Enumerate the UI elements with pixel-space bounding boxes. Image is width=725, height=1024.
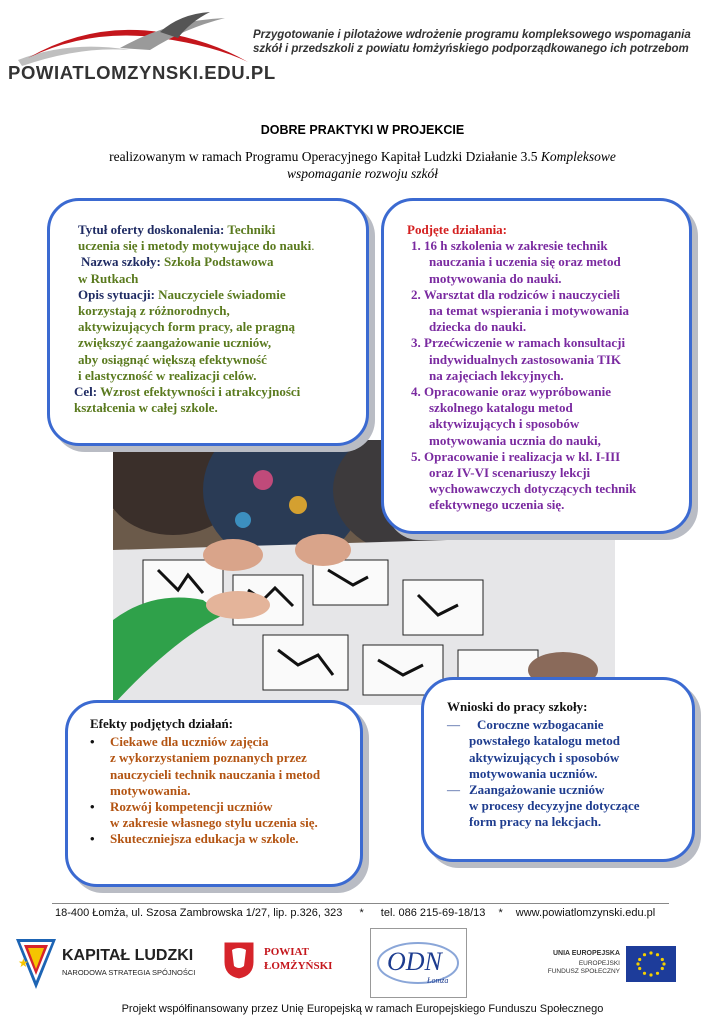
subtitle-text: realizowanym w ramach Programu Operacyjnego Kapitał Ludzki Działanie 3.5	[109, 149, 541, 164]
actions-heading: Podjęte działania:	[407, 222, 508, 237]
text-line: Zaangażowanie uczniów	[469, 782, 605, 798]
text-line: kształcenia w całej szkole.	[74, 400, 218, 416]
text-line: w procesy decyzyjne dotyczące	[469, 798, 640, 814]
effects-text	[88, 716, 358, 848]
bullet-icon: •	[90, 799, 95, 815]
kl-subtitle: NARODOWA STRATEGIA SPÓJNOŚCI	[62, 968, 196, 977]
conclusion-item	[447, 717, 687, 782]
effect-item	[88, 799, 358, 831]
conclusions-text	[447, 699, 687, 831]
effect-item	[88, 831, 358, 847]
text-line: szkolnego katalogu metod	[429, 400, 573, 416]
text-line: i elastyczność w realizacji celów.	[78, 367, 257, 383]
kl-title: KAPITAŁ LUDZKI	[62, 947, 194, 964]
text-line: motywowania ucznia do nauki,	[429, 432, 601, 448]
text-line: w zakresie własnego stylu uczenia się.	[110, 815, 318, 831]
coat-of-arms-icon	[222, 940, 256, 980]
text-line: Rozwój kompetencji uczniów	[110, 799, 273, 815]
conclusion-item	[447, 782, 687, 831]
actions-text	[407, 222, 677, 514]
svg-text:★: ★	[18, 956, 29, 970]
odn-text: ODN	[387, 947, 442, 976]
text-line: motywowania do nauki.	[429, 270, 562, 286]
conclusions-heading: Wnioski do pracy szkoły:	[447, 699, 588, 714]
powiat-line2: ŁOMŻYŃSKI	[264, 960, 333, 972]
text-line: Cel: Wzrost efektywności i atrakcyjności	[74, 384, 301, 400]
eu-line2: EUROPEJSKI	[578, 960, 620, 967]
footer-phone: tel. 086 215-69-18/13	[380, 907, 486, 919]
kapital-ludzki-logo	[12, 937, 212, 992]
text-line: form pracy na lekcjach.	[469, 814, 602, 830]
text-line: motywowania uczniów.	[469, 765, 598, 781]
text-line: aktywizujących i sposobów	[469, 749, 620, 765]
kapital-ludzki-icon	[12, 937, 60, 992]
document-title: DOBRE PRAKTYKI W PROJEKCIE	[260, 123, 465, 137]
text-line: oraz IV-VI scenariuszy lekcji	[429, 465, 591, 481]
odn-logo	[370, 928, 467, 998]
odn-subtitle: Łomża	[427, 976, 449, 985]
text-line: indywidualnych zastosowania TIK	[429, 351, 621, 367]
text-line: uczenia się i metody motywujące do nauki.	[78, 238, 315, 254]
document-subtitle	[60, 148, 665, 182]
offer-info-text	[74, 222, 315, 416]
effects-heading: Efekty podjętych działań:	[90, 716, 233, 731]
text-line: Opis sytuacji: Nauczyciele świadomie	[78, 286, 286, 302]
text-line: aktywizujących form pracy, ale pragną	[78, 319, 296, 335]
actions-box	[381, 198, 692, 534]
text-line: 1. 16 h szkolenia w zakresie technik	[411, 238, 608, 254]
powiat-line1: POWIAT	[264, 946, 310, 958]
text-line: dziecka do nauki.	[429, 319, 527, 335]
text-line: Nazwa szkoły: Szkoła Podstawowa	[81, 254, 274, 270]
text-line: efektywnego uczenia się.	[429, 497, 565, 513]
subtitle-italic: Kompleksowe	[540, 149, 616, 164]
text-line: powstałego katalogu metod	[469, 733, 620, 749]
text-line: 3. Przećwiczenie w ramach konsultacji	[411, 335, 626, 351]
footer-address: 18-400 Łomża, ul. Szosa Zambrowska 1/27, lip. p.326, 323	[55, 907, 343, 919]
text-line: 2. Warsztat dla rodziców i nauczycieli	[411, 286, 620, 302]
text-line: nauczania i uczenia się oraz metod	[429, 254, 621, 270]
footer-divider	[52, 903, 669, 904]
text-line: 5. Opracowanie i realizacja w kl. I-III	[411, 448, 621, 464]
text-line: Coroczne wzbogacanie	[477, 717, 604, 733]
bullet-icon: •	[90, 831, 95, 847]
dash-icon: —	[447, 782, 460, 798]
tagline-line: szkół i przedszkoli z powiatu łomżyńskiego podporządkowanego ich potrzebom	[253, 43, 689, 55]
text-line: z wykorzystaniem poznanych przez	[110, 750, 307, 766]
powiat-logo	[222, 940, 342, 990]
tagline-line: Przygotowanie i pilotażowe wdrożenie programu kompleksowego wspomagania	[253, 29, 691, 41]
text-line: wychowawczych dotyczących technik	[429, 481, 637, 497]
effect-item	[88, 734, 358, 799]
text-line: zwiększyć zaangażowanie uczniów,	[78, 335, 272, 351]
separator-star: *	[359, 907, 364, 919]
text-line: korzystają z różnorodnych,	[78, 303, 230, 319]
text-line: 4. Opracowanie oraz wypróbowanie	[411, 384, 612, 400]
text-line: na zajęciach lekcyjnych.	[429, 367, 564, 383]
text-line: motywowania.	[110, 782, 191, 798]
text-line: Skuteczniejsza edukacja w szkole.	[110, 831, 299, 847]
text-line: Tytuł oferty doskonalenia: Techniki	[78, 222, 276, 237]
effects-box	[65, 700, 363, 887]
text-line: Ciekawe dla uczniów zajęcia	[110, 734, 269, 750]
logo-text: POWIATLOMZYNSKI.EDU.PL	[8, 62, 276, 83]
conclusions-box	[421, 677, 695, 862]
eu-logo	[528, 946, 678, 994]
eu-line1: UNIA EUROPEJSKA	[552, 950, 620, 957]
text-line: na temat wspierania i motywowania	[429, 303, 630, 319]
bullet-icon: •	[90, 734, 95, 750]
footer-contact	[55, 907, 655, 919]
eu-flag-icon	[626, 946, 676, 982]
subtitle-italic: wspomaganie rozwoju szkół	[286, 166, 438, 181]
eu-line3: FUNDUSZ SPOŁECZNY	[547, 968, 620, 975]
separator-star: *	[498, 907, 503, 919]
offer-info-box	[47, 198, 369, 446]
footer-website-link[interactable]: www.powiatlomzynski.edu.pl	[515, 907, 656, 919]
text-line: nauczycieli technik nauczania i metod	[110, 766, 321, 782]
project-funding-note: Projekt współfinansowany przez Unię Europejską w ramach Europejskiego Funduszu Społecznego	[121, 1003, 604, 1015]
dash-icon: —	[447, 717, 460, 733]
text-line: aktywizujących i sposobów	[429, 416, 580, 432]
text-line: w Rutkach	[78, 270, 139, 286]
header-tagline	[253, 28, 713, 56]
text-line: aby osiągnąć większą efektywność	[78, 351, 267, 367]
